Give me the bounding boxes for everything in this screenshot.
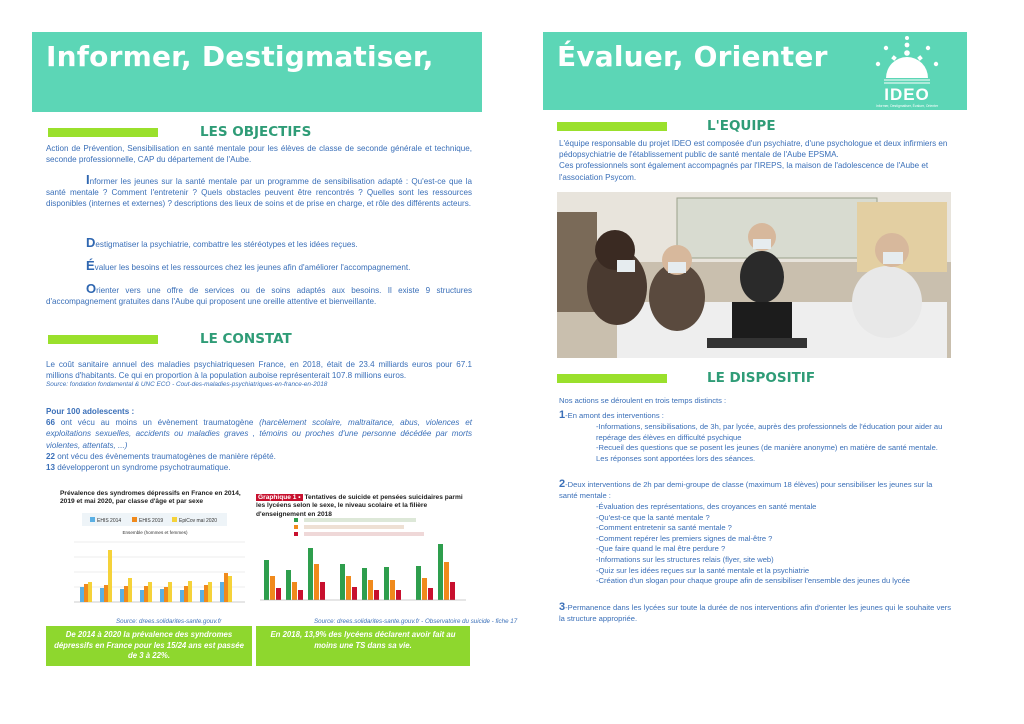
chart2-bar (444, 562, 449, 600)
chart1-bar (200, 590, 204, 602)
chart1-legend-label-2020: EpiCov mai 2020 (179, 518, 218, 524)
constat-heading: LE CONSTAT (200, 331, 292, 347)
logo-sun (886, 57, 928, 78)
constat-stats (46, 406, 472, 473)
chart1-bar (88, 582, 92, 602)
stat-22-number: 22 (46, 451, 56, 461)
chart2-bar (314, 564, 319, 600)
pour100-heading: Pour 100 adolescents : (46, 407, 135, 416)
chart1-graphic (60, 510, 250, 620)
chart2-bar (368, 580, 373, 600)
chart1-bar (180, 590, 184, 602)
objectifs-accent-bar (48, 128, 158, 137)
chart2-bar (298, 590, 303, 600)
dispositif-accent-bar (557, 374, 667, 383)
evaluer-text: valuer les besoins et les ressources chez les jeunes afin d'améliorer l'accompagnement. (94, 263, 411, 272)
chart2-bar (320, 582, 325, 600)
chart1-bar (144, 586, 148, 602)
chart1-caption: De 2014 à 2020 la prévalence des syndromes dépressifs en France pour les 15/24 ans est passée de 3 à 22%. (46, 626, 252, 666)
stat-66-examples: (harcèlement scolaire, maltraitance, abus, violences et exploitations sexuelles, accidents ou maladies graves , témoins ou proches d'une personne décédée par morts violentes, attentats, ...) (46, 418, 472, 450)
chart1-subtitle: Ensemble (hommes et femmes) (122, 530, 188, 535)
constat-cost-source: Source: fondation fondamental & UNC ECO - Cout-des-maladies-psychiatriques-en-france-en-2018 (46, 381, 328, 389)
logo-dot (905, 36, 909, 40)
chart2-plot (260, 544, 466, 600)
dispositif-step-1 (559, 410, 951, 422)
chart2-legend-text-placeholder (304, 525, 404, 529)
chart2-badge: Graphique 1 • (258, 494, 301, 501)
chart2-graphic (256, 514, 470, 618)
step-2-item: -Comment repérer les premiers signes de mal-être ? (596, 533, 773, 543)
step-1-number: 1 (559, 409, 566, 421)
photo-mask (753, 239, 771, 249)
logo-dot (884, 46, 888, 50)
informer-initial: I (86, 172, 90, 187)
chart2-bar (396, 590, 401, 600)
objectifs-heading: LES OBJECTIFS (200, 124, 312, 140)
right-page-title: Évaluer, Orienter (557, 40, 828, 73)
step-1-item: -Recueil des questions que se posent les jeunes (de manière anonyme) en matière de santé mentale. Les réponses sont apportées lors des séances. (596, 443, 938, 463)
team-photo (557, 192, 951, 358)
logo-wordmark: IDEO (884, 85, 930, 104)
objectifs-informer (46, 172, 472, 210)
step-3-number: 3 (559, 601, 566, 613)
step-2-number: 2 (559, 478, 566, 490)
logo-dot (905, 43, 910, 48)
photo-person-right (852, 266, 922, 338)
chart1-bar (124, 586, 128, 602)
chart1-bar (228, 576, 232, 602)
logo-tagline: Informer, Destigmatiser, Évaluer, Orienter (875, 104, 939, 108)
constat-accent-bar (48, 335, 158, 344)
step-2-heading: -Deux interventions de 2h par demi-groupe de classe (maximum 18 élèves) pour sensibiliser les jeunes sur la santé mentale : (559, 480, 933, 500)
equipe-accent-bar (557, 122, 667, 131)
chart1-legend-label-2019: EHIS 2019 (139, 518, 164, 524)
chart2-bar (276, 588, 281, 600)
logo-ray (891, 55, 897, 61)
equipe-text: L'équipe responsable du projet IDEO est composée d'un psychiatre, d'une psychologue et deux infirmiers en pédopsychiatrie de l'établissement public de santé mentale de l'Aube EPSMA. Ces professionnels sont également accompagnés par l'IREPS, la maison de l'adolescence de l'Aube et l'association Psycom. (559, 139, 948, 182)
chart2-bar (422, 578, 427, 600)
objectifs-orienter (46, 281, 472, 307)
evaluer-initial: É (86, 258, 95, 273)
photo-laptop-base (707, 338, 807, 348)
logo-dot (926, 46, 930, 50)
chart1-bar (104, 585, 108, 602)
photo-mask (617, 260, 635, 272)
chart1-bar (120, 589, 124, 602)
constat-cost (46, 359, 472, 389)
chart2-bar (352, 587, 357, 600)
dispositif-step-2 (559, 479, 951, 501)
stat-22 (46, 451, 472, 462)
chart2-legend-swatch (294, 525, 298, 529)
step-1-item: -Informations, sensibilisations, de 3h, par lycée, auprès des professionnels de l'éducation pour aider au repérage des élèves en difficulté psychique (596, 422, 943, 442)
destig-text: estigmatiser la psychiatrie, combattre les stéréotypes et les idées reçues. (95, 240, 358, 249)
step-2-item: -Évaluation des représentations, des croyances en santé mentale (596, 502, 817, 511)
chart1-source: Source: drees.solidarites-sante.gouv.fr (116, 618, 222, 625)
step-1-heading: -En amont des interventions : (565, 411, 664, 420)
step-2-item: -Création d'un slogan pour chaque groupe afin de sensibiliser l'ensemble des jeunes du lycée (596, 576, 911, 586)
constat-cost-text: Le coût sanitaire annuel des maladies psychiatriquesen France, en 2018, était de 23.4 milliards euros pour 67.1 millions d'habitants. Ce qui en proportion à la population auboise représenterait 107.8 millions euros. (46, 360, 472, 381)
stat-66 (46, 417, 472, 451)
chart2-bar (390, 580, 395, 600)
logo-dot (934, 62, 938, 66)
chart1-bar (84, 584, 88, 602)
chart2-legend-swatch (294, 532, 298, 536)
chart2-bar (286, 570, 291, 600)
photo-laptop (732, 302, 792, 340)
chart2-bar (384, 567, 389, 600)
dispositif-heading: LE DISPOSITIF (707, 370, 816, 386)
chart1-plot (74, 542, 245, 602)
step-2-item: -Qu'est-ce que la santé mentale ? (596, 512, 710, 522)
chart1-bar (188, 581, 192, 602)
ideo-logo-icon (866, 34, 966, 110)
chart2-title-text: Tentatives de suicide et pensées suicidaires parmi les lycéens selon le sexe, le niveau scolaire et la filière d'enseignement en 2018 (256, 494, 463, 518)
chart2-bar (264, 560, 269, 600)
step-1-list (596, 422, 951, 464)
chart2-legend-swatch (294, 518, 298, 522)
photo-person-3 (740, 251, 784, 303)
chart2-legend-text-placeholder (304, 532, 424, 536)
step-3-text: -Permanence dans les lycées sur toute la durée de nos interventions afin d'orienter les jeunes qui le souhaite vers la structure appropriée. (559, 603, 951, 623)
informer-text: nformer les jeunes sur la santé mentale par un programme de sensibilisation adapté : Qu'est-ce que la santé mentale ? Comment l'entretenir ? Quels obstacles peuvent être rencontrés ? Quelles sont les ressources disponibles (internes et externes) ? descriptions des lieux de soins et de prise en charge, et rôle des différents acteurs. (46, 177, 472, 209)
dispositif-step-3 (559, 602, 951, 624)
step-2-item: -Que faire quand le mal être perdure ? (596, 544, 726, 554)
chart1-bar (204, 585, 208, 602)
chart1-bar (184, 586, 188, 602)
chart1-title: Prévalence des syndromes dépressifs en France en 2014, 2019 et mai 2020, par classe d'âge et par sexe (60, 490, 241, 506)
chart1-bar (140, 590, 144, 602)
chart2-bar (428, 588, 433, 600)
chart2-bar (438, 544, 443, 600)
chart2-bar (362, 568, 367, 600)
stat-66-text: ont vécu au moins un évènement traumatogène (55, 418, 260, 428)
chart2-caption: En 2018, 13,9% des lycéens déclarent avoir fait au moins une TS dans sa vie. (256, 626, 470, 666)
chart2-bar (346, 576, 351, 600)
step-2-item: -Comment entretenir sa santé mentale ? (596, 523, 732, 533)
photo-mask (883, 252, 903, 264)
destig-initial: D (86, 235, 96, 250)
chart1-bar (224, 573, 228, 602)
chart1-bar (128, 578, 132, 602)
chart1-legend-label-2014: EHIS 2014 (97, 518, 122, 524)
chart1-bar (160, 589, 164, 602)
orienter-text: rienter vers une offre de services ou de soins adaptés aux besoins. Il existe 9 structures d'accompagnement gratuites dans l'Aube qui proposent une oreille attentive et bienveillante. (46, 286, 472, 307)
photo-board (677, 198, 877, 258)
chart1-bar (100, 588, 104, 602)
logo-dot (904, 50, 910, 56)
orienter-initial: O (86, 281, 97, 296)
chart2-legend-text-placeholder (304, 518, 416, 522)
chart1-legend-swatch-2014 (90, 517, 95, 522)
stat-13-number: 13 (46, 463, 56, 473)
step-2-list (596, 502, 951, 587)
step-2-item: -Informations sur les structures relais (flyer, site web) (596, 554, 774, 564)
chart1-bar (148, 582, 152, 602)
chart1-bar (164, 587, 168, 602)
chart2-bar (416, 566, 421, 600)
chart1-bar (80, 587, 84, 602)
logo-dot (876, 62, 880, 66)
chart1-legend-swatch-2019 (132, 517, 137, 522)
chart2-bar (292, 582, 297, 600)
chart1-bar (108, 550, 112, 602)
left-page-title: Informer, Destigmatiser, (46, 40, 434, 73)
chart1-bar (208, 582, 212, 602)
chart2-bar (340, 564, 345, 600)
chart2-bar (308, 548, 313, 600)
chart1-bar (168, 582, 172, 602)
equipe-heading: L'EQUIPE (707, 118, 776, 134)
objectifs-intro: Action de Prévention, Sensibilisation en santé mentale pour les élèves de classe de seconde générale et technique, seconde professionnelle, CAP du département de l'Aube. (46, 144, 472, 165)
logo-ray (917, 55, 923, 61)
stat-22-text: ont vécu des évènements traumatogènes de manière répété. (55, 451, 276, 461)
chart1-legend-swatch-2020 (172, 517, 177, 522)
dispositif-intro: Nos actions se déroulent en trois temps distincts : (559, 396, 727, 405)
step-2-item: -Quiz sur les idées reçues sur la santé mentale et la psychiatrie (596, 565, 810, 575)
stat-13 (46, 462, 472, 473)
objectifs-evaluer (86, 258, 472, 273)
photo-mask (668, 262, 686, 273)
stat-13-text: développeront un syndrome psychotraumatique. (55, 463, 231, 473)
chart2-bar (450, 582, 455, 600)
chart2-bar (374, 590, 379, 600)
chart1-bar (220, 582, 224, 602)
chart2-bar (270, 576, 275, 600)
chart2-source: Source: drees.solidarites-sante.gouv.fr - Observatoire du suicide - fiche 17 (314, 618, 518, 625)
objectifs-destigmatiser (86, 235, 472, 250)
stat-66-number: 66 (46, 418, 56, 428)
